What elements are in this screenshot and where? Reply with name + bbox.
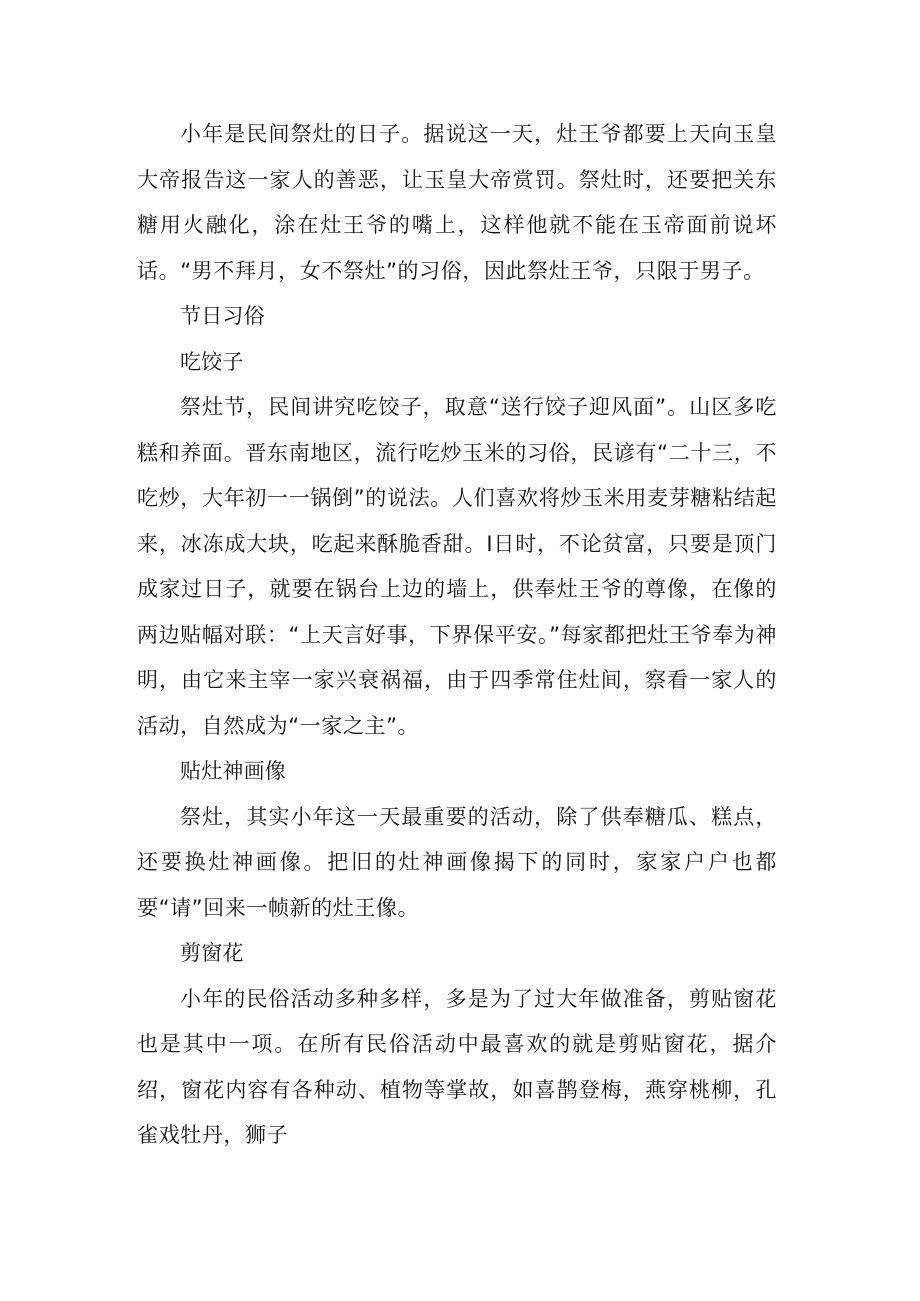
document-body [137, 112, 777, 1159]
heading-kitchen-god-portrait: 贴灶神画像 [180, 759, 286, 783]
paragraph-kitchen-god-portrait: 祭灶，其实小年这一天最重要的活动，除了供奉糖瓜、糕点，还要换灶神画像。把旧的灶神画像揭下的同时，家家户户也都要“请”回来一帧新的灶王像。 [137, 804, 777, 920]
paragraph-xiaonian-intro: 小年是民间祭灶的日子。据说这一天，灶王爷都要上天向玉皇大帝报告这一家人的善恶，让玉皇大帝赏罚。祭灶时，还要把关东糖用火融化，涂在灶王爷的嘴上，这样他就不能在玉帝面前说坏话。“男不拜月，女不祭灶”的习俗，因此祭灶王爷，只限于男子。 [137, 122, 777, 283]
paragraph-dumplings: 祭灶节，民间讲究吃饺子，取意“送行饺子迎风面”。山区多吃糕和养面。晋东南地区，流行吃炒玉米的习俗，民谚有“二十三，不吃炒，大年初一一锅倒”的说法。人们喜欢将炒玉米用麦芽糖粘结起来，冰冻成大块，吃起来酥脆香甜。I日时，不论贫富，只要是顶门成家过日子，就要在锅台上边的墙上，供奉灶王爷的尊像，在像的两边贴幅对联：“上天言好事，下界保平安。”每家都把灶王爷奉为神明，由它来主宰一家兴衰祸福，由于四季常住灶间，察看一家人的活动，自然成为“一家之主”。 [137, 395, 777, 738]
heading-paper-cutting: 剪窗花 [180, 941, 244, 965]
heading-festival-customs: 节日习俗 [180, 304, 265, 328]
paragraph-paper-cutting: 小年的民俗活动多种多样，多是为了过大年做准备，剪贴窗花也是其中一项。在所有民俗活动中最喜欢的就是剪贴窗花，据介绍，窗花内容有各种动、植物等掌故，如喜鹊登梅，燕穿桃柳，孔雀戏牡丹，狮子 [137, 986, 777, 1147]
heading-eat-dumplings: 吃饺子 [180, 349, 244, 374]
